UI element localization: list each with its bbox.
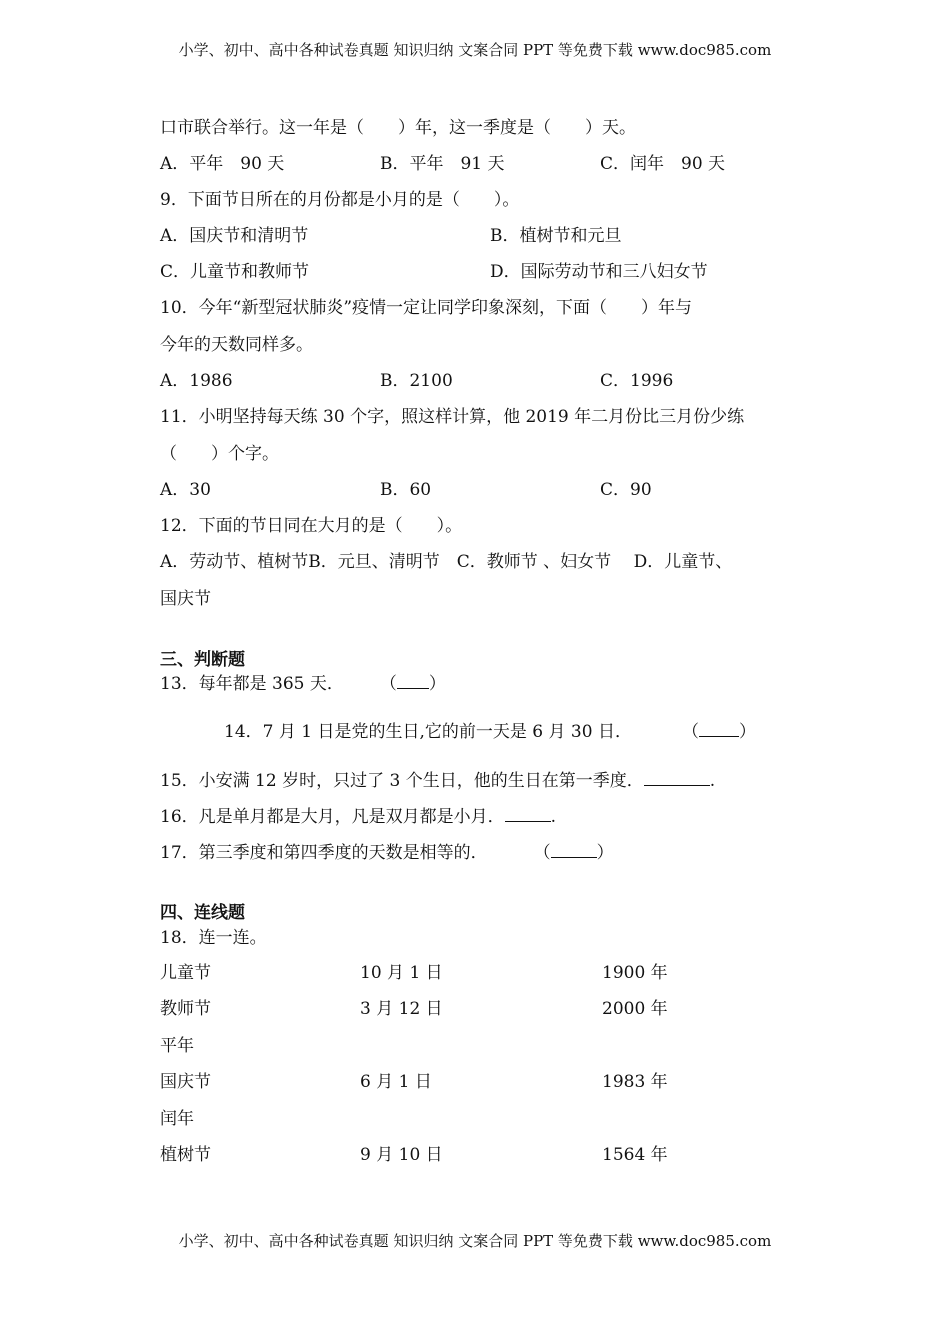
q11-stem-line2: （ ）个字。 <box>160 444 279 464</box>
match-left-item[interactable]: 平年 <box>160 1036 194 1056</box>
q16-text: 16．凡是单月都是大月，凡是双月都是小月． <box>160 807 505 827</box>
q14-paren-close: ） <box>738 722 756 742</box>
q10-stem-line2: 今年的天数同样多。 <box>160 335 313 355</box>
match-right-item[interactable]: 1983 年 <box>602 1072 668 1092</box>
match-middle-item[interactable]: 6 月 1 日 <box>360 1072 432 1092</box>
q8-stem-continued: 口市联合举行。这一年是（ ）年，这一季度是（ ）天。 <box>160 118 636 138</box>
q11-option-b: B．60 <box>380 480 432 500</box>
q13-line <box>160 673 446 695</box>
q8-option-a: A．平年 90 天 <box>160 154 285 174</box>
match-middle-item[interactable]: 10 月 1 日 <box>360 963 443 983</box>
match-right-item[interactable]: 1900 年 <box>602 963 668 983</box>
q17-paren-close: ） <box>596 843 614 863</box>
match-left-item[interactable]: 教师节 <box>160 999 211 1019</box>
q15-answer-blank[interactable] <box>644 785 710 786</box>
q17-text: 17．第三季度和第四季度的天数是相等的． <box>160 843 488 863</box>
q17-paren-open: （ <box>533 843 551 863</box>
q12-options-line1: A．劳动节、植树节B．元旦、清明节 C．教师节 、妇女节 D．儿童节、 <box>160 552 733 572</box>
q10-stem-line1: 10．今年“新型冠状肺炎”疫情一定让同学印象深刻，下面（ ）年与 <box>160 298 693 318</box>
q13-paren-close: ） <box>428 674 446 694</box>
match-left-item[interactable]: 植树节 <box>160 1145 211 1165</box>
q8-option-b: B．平年 91 天 <box>380 154 505 174</box>
q17-answer-blank[interactable] <box>551 857 597 858</box>
q9-option-d: D．国际劳动节和三八妇女节 <box>490 262 708 282</box>
q10-option-c: C．1996 <box>600 371 674 391</box>
match-middle-item[interactable]: 9 月 10 日 <box>360 1145 443 1165</box>
q15-text: 15．小安满 12 岁时，只过了 3 个生日，他的生日在第一季度． <box>160 771 644 791</box>
q13-text: 13．每年都是 365 天． <box>160 674 344 694</box>
q16-answer-blank[interactable] <box>505 821 551 822</box>
q16-line <box>160 806 556 828</box>
section-title-matching: 四、连线题 <box>160 903 245 923</box>
q9-option-a: A．国庆节和清明节 <box>160 226 309 246</box>
match-middle-item[interactable]: 3 月 12 日 <box>360 999 443 1019</box>
q13-paren-open: （ <box>379 674 397 694</box>
match-left-item[interactable]: 闰年 <box>160 1109 194 1129</box>
q9-option-c: C．儿童节和教师节 <box>160 262 310 282</box>
q16-end: . <box>550 807 557 827</box>
q12-stem: 12．下面的节日同在大月的是（ ）。 <box>160 516 463 536</box>
match-right-item[interactable]: 1564 年 <box>602 1145 668 1165</box>
q14-line <box>224 721 756 743</box>
q14-text: 14．7 月 1 日是党的生日,它的前一天是 6 月 30 日． <box>224 722 632 742</box>
q15-line <box>160 770 715 792</box>
q9-stem: 9．下面节日所在的月份都是小月的是（ ）。 <box>160 190 520 210</box>
q11-option-a: A．30 <box>160 480 211 500</box>
q14-answer-blank[interactable] <box>699 736 739 737</box>
q10-option-a: A．1986 <box>160 371 233 391</box>
q9-option-b: B．植树节和元旦 <box>490 226 622 246</box>
q18-stem: 18．连一连。 <box>160 928 267 948</box>
match-right-item[interactable]: 2000 年 <box>602 999 668 1019</box>
section-title-judgement: 三、判断题 <box>160 650 245 670</box>
match-left-item[interactable]: 儿童节 <box>160 963 211 983</box>
q15-end: . <box>709 771 716 791</box>
page-footer: 小学、初中、高中各种试卷真题 知识归纳 文案合同 PPT 等免费下载 www.doc985.com <box>178 1232 772 1250</box>
q13-answer-blank[interactable] <box>397 688 429 689</box>
q8-option-c: C．闰年 90 天 <box>600 154 726 174</box>
match-left-item[interactable]: 国庆节 <box>160 1072 211 1092</box>
q14-paren-open: （ <box>681 722 699 742</box>
page-header: 小学、初中、高中各种试卷真题 知识归纳 文案合同 PPT 等免费下载 www.doc985.com <box>178 41 772 59</box>
q12-options-line2: 国庆节 <box>160 589 211 609</box>
q17-line <box>160 842 614 864</box>
q11-stem-line1: 11．小明坚持每天练 30 个字，照这样计算，他 2019 年二月份比三月份少练 <box>160 407 745 427</box>
q11-option-c: C．90 <box>600 480 652 500</box>
q10-option-b: B．2100 <box>380 371 453 391</box>
